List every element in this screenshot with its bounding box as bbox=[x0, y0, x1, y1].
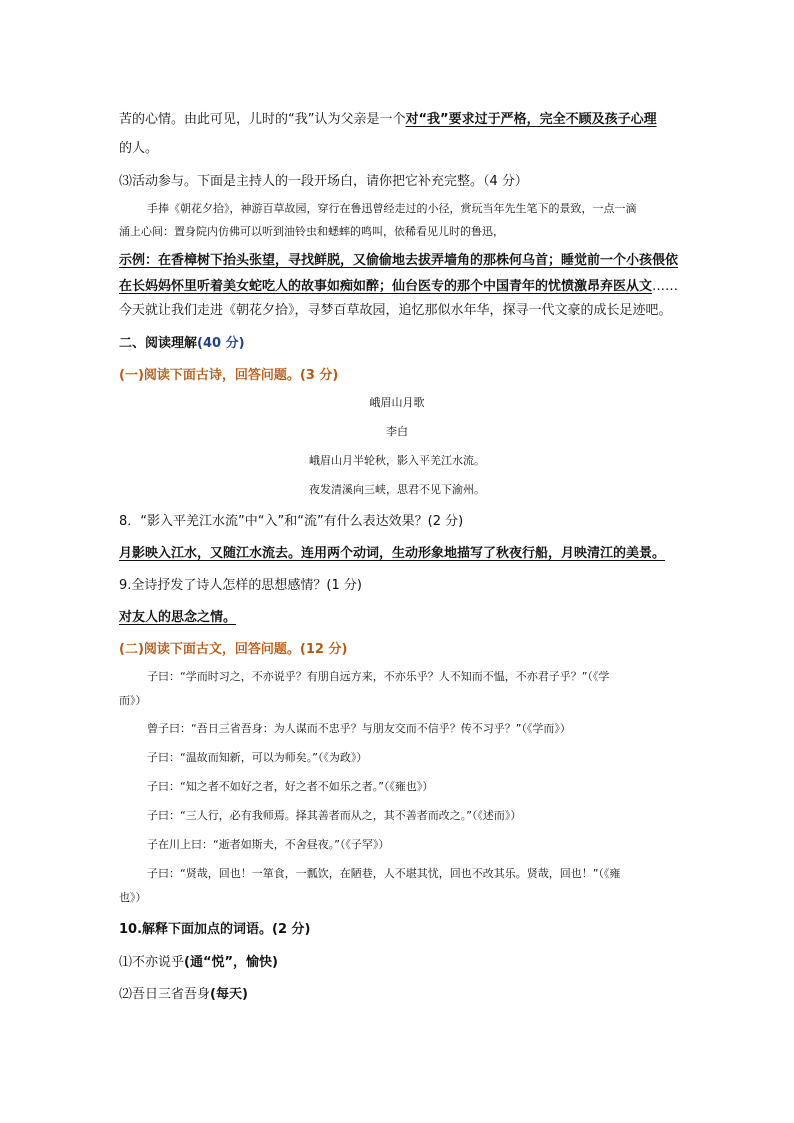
item-answer: (每天) bbox=[210, 987, 248, 1002]
ellipsis: …… bbox=[652, 279, 679, 294]
section-title: 二、阅读理解 bbox=[119, 336, 198, 351]
question-10-item bbox=[119, 983, 248, 1002]
host-text-line: 手捧《朝花夕拾》，神游百草故园，穿行在鲁迅曾经走过的小径，赏玩当年先生笔下的景致，一点一滴 bbox=[147, 202, 637, 215]
answer-text: 对“我”要求过于严格，完全不顾及孩子心理 bbox=[405, 112, 657, 127]
question-10: 10.解释下面加点的词语。(2 分) bbox=[119, 922, 311, 937]
poem-title: 峨眉山月歌 bbox=[369, 396, 425, 409]
analects-line: 子曰：“温故而知新，可以为师矣。”（《为政》） bbox=[147, 751, 368, 764]
answer-8: 月影映入江水，又随江水流去。连用两个动词，生动形象地描写了秋夜行船，月映清江的美景。 bbox=[119, 546, 666, 561]
analects-line: 子曰：“知之者不如好之者，好之者不如乐之者。”（《雍也》） bbox=[147, 780, 434, 793]
analects-line: 子曰：“学而时习之，不亦说乎？有朋自远方来，不亦乐乎？人不知而不愠，不亦君子乎？”（《学 bbox=[147, 670, 610, 683]
example-answer-line: 示例：在香樟树下抬头张望，寻找鲜脱，又偷偷地去拔弄墙角的那株何乌首；睡觉前一个小孩偎依 bbox=[119, 253, 679, 268]
answer-9: 对友人的思念之情。 bbox=[119, 610, 237, 625]
question-8: 8．“影入平羌江水流”中“入”和“流”有什么表达效果？(2 分) bbox=[119, 514, 464, 529]
analects-line: 而》） bbox=[119, 694, 147, 707]
section-heading bbox=[119, 332, 245, 351]
question-3 bbox=[119, 170, 528, 189]
item-answer: (通“悦”，愉快) bbox=[184, 955, 278, 970]
part-heading: (一)阅读下面古诗，回答问题。(3 分) bbox=[119, 368, 339, 383]
analects-line: 也》） bbox=[119, 891, 147, 904]
paragraph-text: 苦的心情。由此可见，儿时的“我”认为父亲是一个 bbox=[119, 112, 406, 127]
question-stem: ⑶活动参与。下面是主持人的一段开场白，请你把它补充完整。 bbox=[119, 174, 484, 189]
poem-author: 李白 bbox=[386, 425, 408, 438]
section-score: (40 分) bbox=[197, 336, 245, 351]
question-10-item bbox=[119, 951, 278, 970]
poem-line: 峨眉山月半轮秋，影入平羌江水流。 bbox=[309, 454, 485, 467]
part-heading: (二)阅读下面古文，回答问题。(12 分) bbox=[119, 642, 348, 657]
example-answer-text: 在长妈妈怀里听着美女蛇吃人的故事如痴如醉；仙台医专的那个中国青年的忧愤激昂弃医从文 bbox=[119, 279, 653, 294]
paragraph-text: 的人。 bbox=[119, 141, 159, 156]
analects-line: 曾子曰：“吾日三省吾身：为人谋而不忠乎？与朋友交而不信乎？传不习乎？”（《学而》） bbox=[147, 722, 571, 735]
analects-line: 子在川上曰：“逝者如斯夫，不舍昼夜。”（《子罕》） bbox=[147, 838, 390, 851]
paragraph-line bbox=[119, 108, 657, 127]
analects-line: 子曰：“贤哉，回也！一箪食，一瓢饮，在陋巷，人不堪其忧，回也不改其乐。贤哉，回也！”（《雍 bbox=[147, 867, 621, 880]
example-answer-line bbox=[119, 275, 678, 294]
item-text: ⑴不亦说乎 bbox=[119, 955, 185, 970]
paragraph-line bbox=[119, 137, 158, 156]
question-9: 9.全诗抒发了诗人怎样的思想感情？(1 分) bbox=[119, 578, 362, 593]
poem-line: 夜发清溪向三峡，思君不见下渝州。 bbox=[309, 483, 485, 496]
question-score: （4 分） bbox=[483, 174, 528, 189]
analects-line: 子曰：“三人行，必有我师焉。择其善者而从之，其不善者而改之。”（《述而》） bbox=[147, 809, 522, 822]
host-text-line: 涌上心间：置身院内仿佛可以听到油铃虫和蟋蟀的鸣叫，依稀看见儿时的鲁迅， bbox=[119, 225, 504, 238]
closing-line: 今天就让我们走进《朝花夕拾》，寻梦百草故园，追忆那似水年华，探寻一代文豪的成长足迹吧。 bbox=[119, 303, 672, 318]
item-text: ⑵吾日三省吾身 bbox=[119, 987, 211, 1002]
